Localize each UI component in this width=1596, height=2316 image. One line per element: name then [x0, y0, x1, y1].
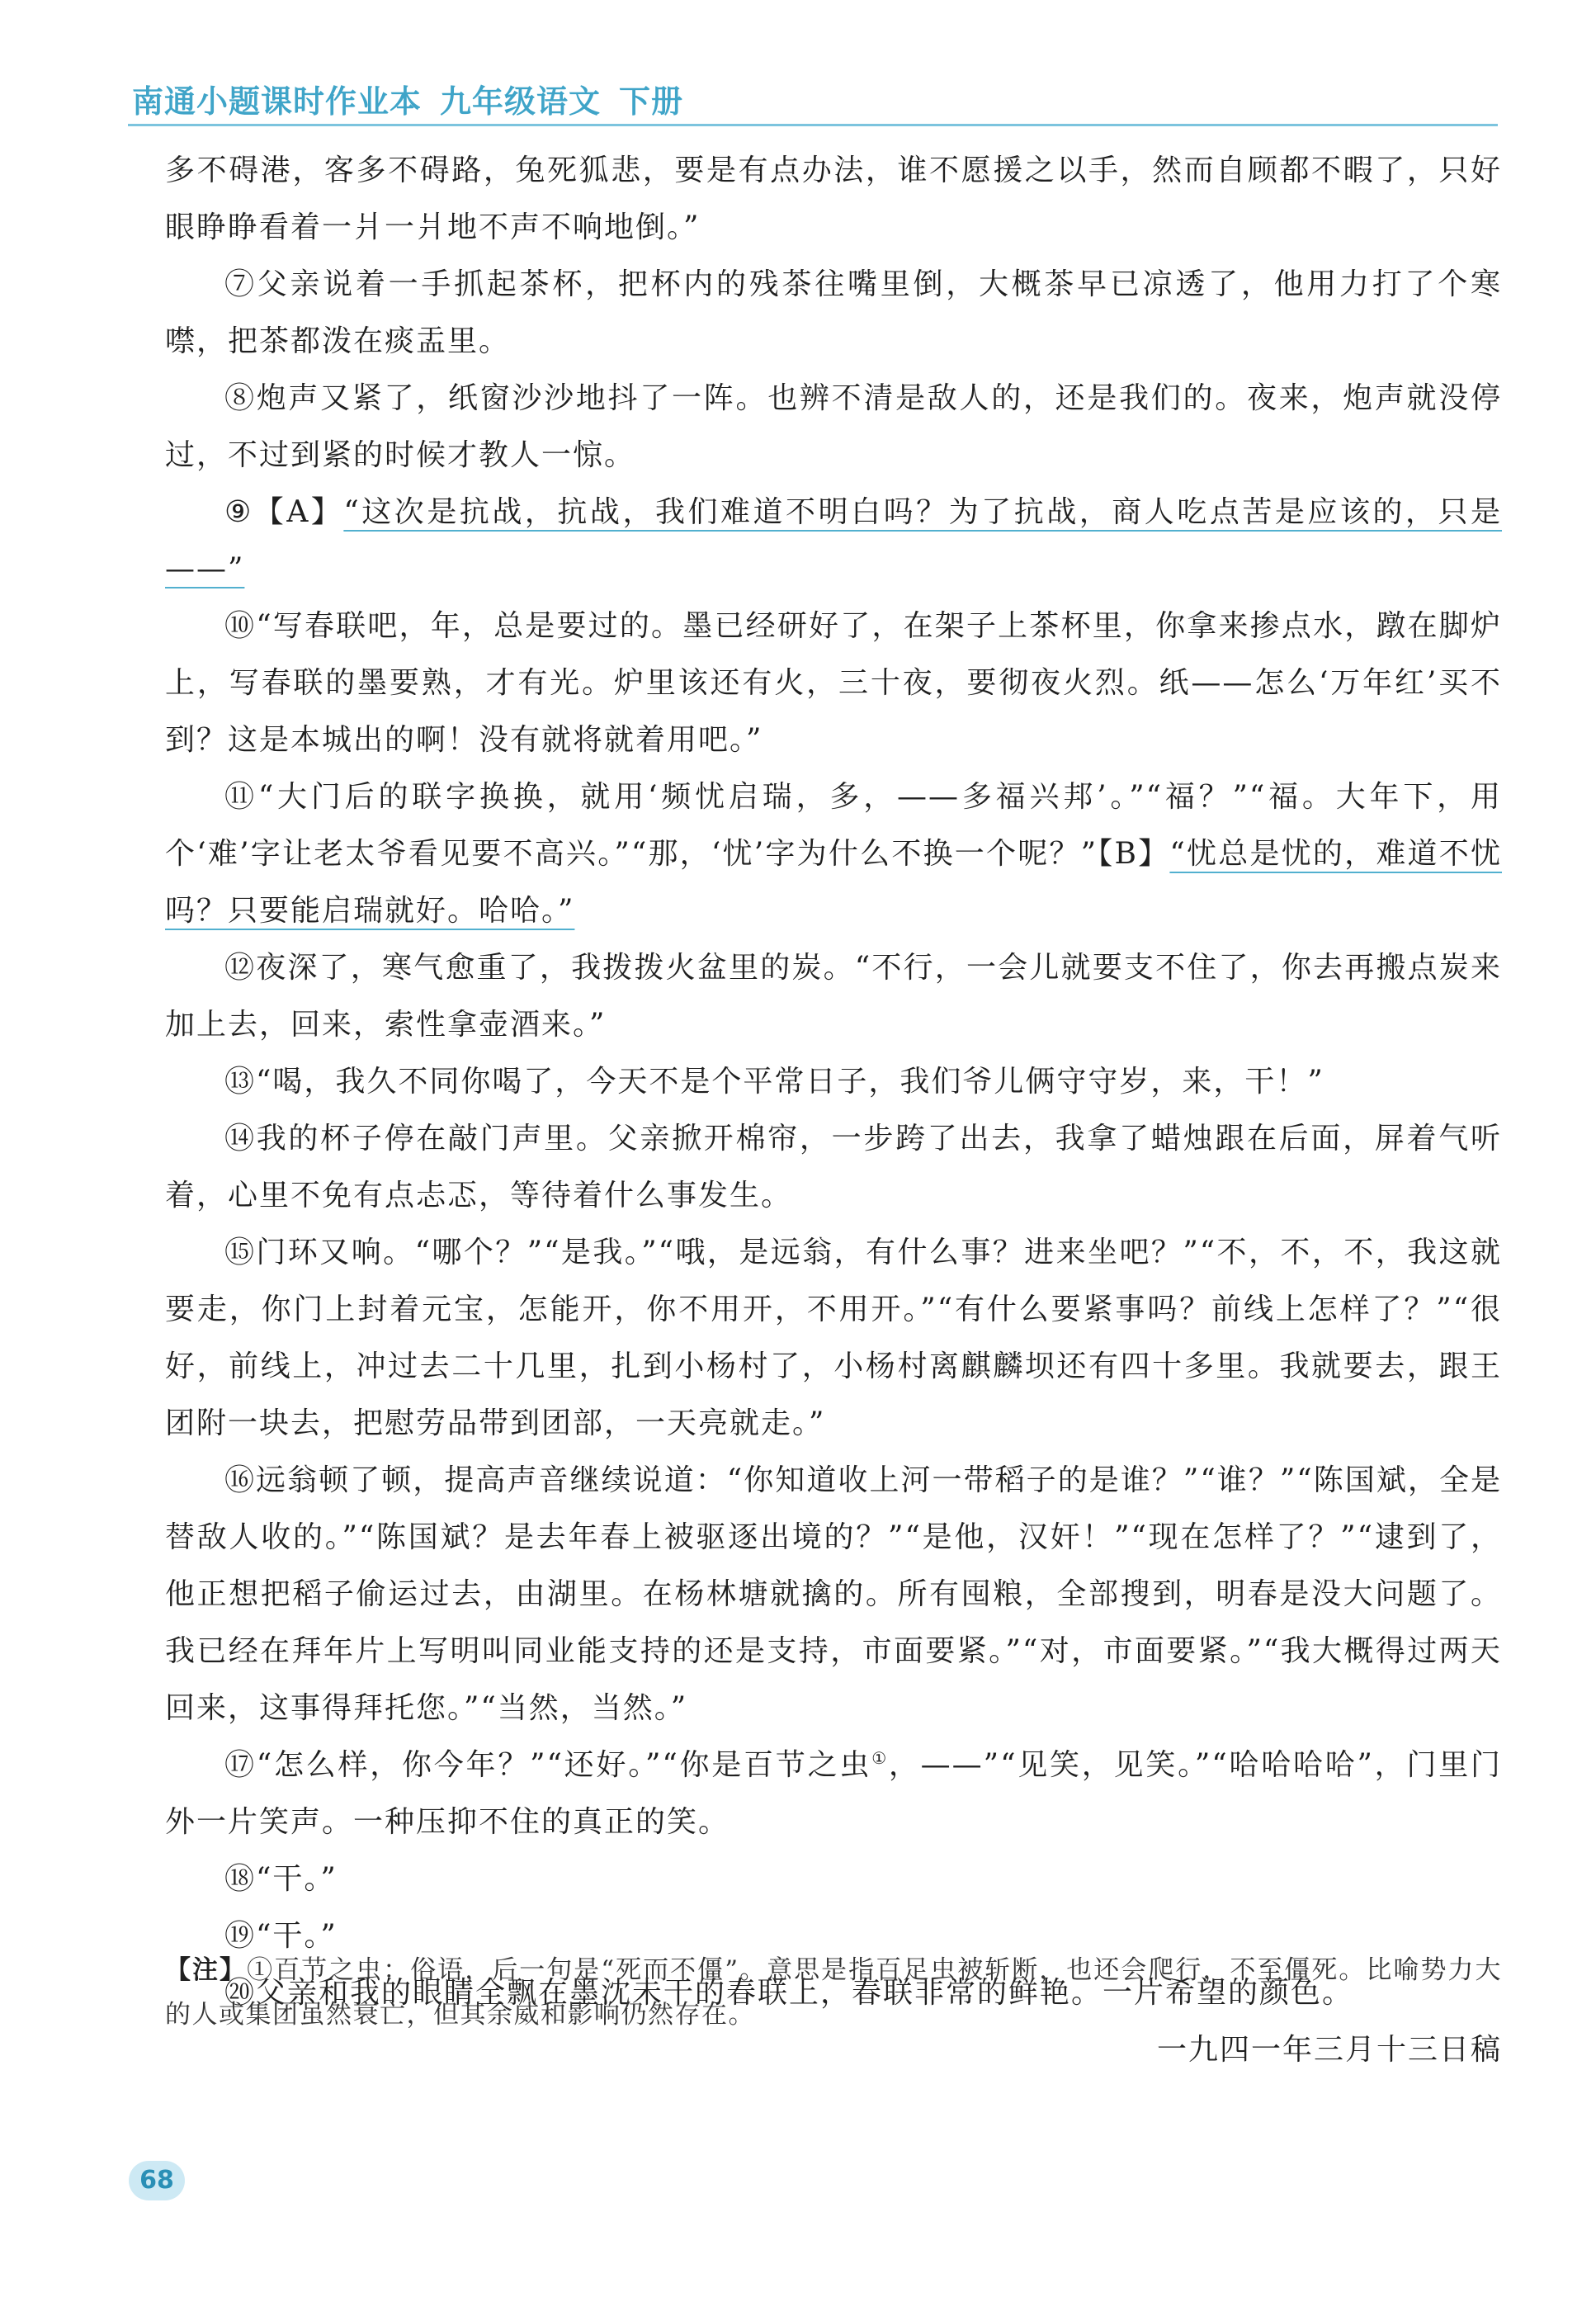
footnote-marker: ①: [871, 1748, 889, 1768]
paragraph-9-label: ⑨【A】: [224, 495, 344, 529]
paragraph-17-after: ，——”“见笑，见笑。”“哈哈哈哈”，门里门外一片笑声。一种压抑不住的真正的笑。: [165, 1748, 1502, 1839]
running-header: [132, 76, 683, 121]
paragraph-9: [165, 484, 1502, 598]
page-number: 68: [129, 2161, 185, 2200]
footnote-tag: 【注】: [165, 1955, 248, 1985]
paragraph-8: ⑧炮声又紧了，纸窗沙沙地抖了一阵。也辨不清是敌人的，还是我们的。夜来，炮声就没停过，不过到紧的时候才教人一惊。: [165, 381, 1502, 472]
volume-label: 下册: [619, 83, 684, 120]
paragraph-10: ⑩“写春联吧，年，总是要过的。墨已经研好了，在架子上茶杯里，你拿来掺点水，蹾在脚炉上，写春联的墨要熟，才有光。炉里该还有火，三十夜，要彻夜火烈。纸——怎么‘万年红’买不到？这是本城出的啊！没有就将就着用吧。”: [165, 609, 1502, 757]
paragraph-12: ⑫夜深了，寒气愈重了，我拨拨火盆里的炭。“不行，一会儿就要支不住了，你去再搬点炭来加上去，回来，索性拿壶酒来。”: [165, 951, 1502, 1042]
paragraph-18: ⑱“干。”: [224, 1862, 338, 1896]
paragraph-17: [165, 1737, 1502, 1850]
book-title: 南通小题课时作业本: [132, 83, 423, 120]
underlined-sentence-b: “忧总是忧的，难道不忧吗？只要能启瑞就好。哈哈。”: [165, 837, 1502, 928]
paragraph-19: ⑲“干。”: [224, 1919, 338, 1953]
paragraph-11: [165, 768, 1502, 939]
article-body: [165, 142, 1502, 2078]
paragraph-20: ⑳父亲和我的眼睛全飘在墨沈未干的春联上，春联非常的鲜艳。一片希望的颜色。: [224, 1976, 1354, 2010]
paragraph-continued: 多不碍港，客多不碍路，兔死狐悲，要是有点办法，谁不愿援之以手，然而自顾都不暇了，只好眼睁睁看着一爿一爿地不声不响地倒。”: [165, 154, 1502, 244]
paragraph-7: ⑦父亲说着一手抓起茶杯，把杯内的残茶往嘴里倒，大概茶早已凉透了，他用力打了个寒噤，把茶都泼在痰盂里。: [165, 267, 1502, 358]
date-line: 一九四一年三月十三日稿: [1156, 2033, 1502, 2067]
paragraph-13: ⑬“喝，我久不同你喝了，今天不是个平常日子，我们爷儿俩守守岁，来，干！”: [224, 1065, 1324, 1099]
paragraph-14: ⑭我的杯子停在敲门声里。父亲掀开棉帘，一步跨了出去，我拿了蜡烛跟在后面，屏着气听着，心里不免有点忐忑，等待着什么事发生。: [165, 1122, 1502, 1212]
header-rule: [128, 124, 1498, 126]
paragraph-15: ⑮门环又响。“哪个？”“是我。”“哦，是远翁，有什么事？进来坐吧？”“不，不，不，我这就要走，你门上封着元宝，怎能开，你不用开，不用开。”“有什么要紧事吗？前线上怎样了？”“很好，前线上，冲过去二十几里，扎到小杨村了，小杨村离麒麟坝还有四十多里。我就要去，跟王团附一块去，把慰劳品带到团部，一天亮就走。”: [165, 1236, 1502, 1440]
paragraph-11-text: ⑪“大门后的联字换换，就用‘频忧启瑞，多，——多福兴邦’。”“福？”“福。大年下，用个‘难’字让老太爷看见要不高兴。”“那，‘忧’字为什么不换一个呢？”【B】: [165, 780, 1502, 871]
footnote: [165, 1948, 1502, 2037]
grade-subject: 九年级语文: [440, 83, 602, 120]
paragraph-16: ⑯远翁顿了顿，提高声音继续说道：“你知道收上河一带稻子的是谁？”“谁？”“陈国斌，全是替敌人收的。”“陈国斌？是去年春上被驱逐出境的？”“是他，汉奸！”“现在怎样了？”“逮到了，他正想把稻子偷运过去，由湖里。在杨林塘就擒的。所有囤粮，全部搜到，明春是没大问题了。我已经在拜年片上写明叫同业能支持的还是支持，市面要紧。”“对，市面要紧。”“我大概得过两天回来，这事得拜托您。”“当然，当然。”: [165, 1463, 1502, 1725]
paragraph-17-before: ⑰“怎么样，你今年？”“还好。”“你是百节之虫: [224, 1748, 872, 1782]
footnote-text: ①百节之虫：俗语，后一句是“死而不僵”。意思是指百足虫被斩断，也还会爬行，不至僵死。比喻势力大的人或集团虽然衰亡，但其余威和影响仍然存在。: [165, 1955, 1503, 2030]
underlined-sentence-a: “这次是抗战，抗战，我们难道不明白吗？为了抗战，商人吃点苦是应该的，只是——”: [165, 495, 1502, 586]
